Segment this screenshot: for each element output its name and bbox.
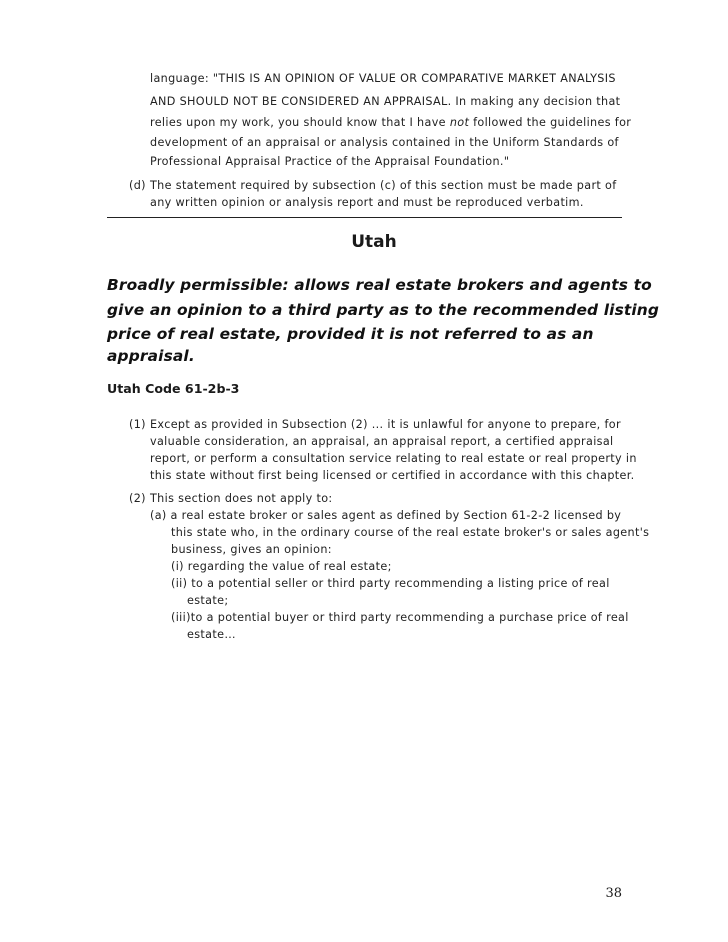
section-2-label: (2) [129, 492, 146, 505]
code-heading: Utah Code 61-2b-3 [107, 381, 240, 396]
section-1-line-1: Except as provided in Subsection (2) ... it is unlawful for anyone to prepare, for [150, 418, 621, 431]
summary-line-4: appraisal. [107, 347, 195, 365]
summary-line-1: Broadly permissible: allows real estate brokers and agents to [107, 276, 652, 294]
section-2a-item-iii-cont: estate… [187, 628, 236, 641]
quote-line-3-end: followed the guidelines for [469, 116, 632, 129]
page-number: 38 [605, 886, 622, 901]
summary-line-3: price of real estate, provided it is not referred to as an [107, 325, 594, 343]
section-d-line-2: any written opinion or analysis report and must be reproduced verbatim. [150, 196, 584, 209]
section-2a-line-2: this state who, in the ordinary course of the real estate broker's or sales agent's [171, 526, 650, 539]
section-divider [107, 217, 622, 218]
section-2a-item-iii: (iii)to a potential buyer or third party recommending a purchase price of real [171, 611, 629, 624]
section-d-label: (d) [129, 179, 146, 192]
quote-line-3-italic: not [449, 116, 470, 129]
section-1-label: (1) [129, 418, 146, 431]
quote-line-3 [150, 116, 631, 129]
section-1-line-4: this state without first being licensed or certified in accordance with this chapter. [150, 469, 635, 482]
section-d-line-1: The statement required by subsection (c) of this section must be made part of [150, 179, 617, 192]
section-2-line-1: This section does not apply to: [150, 492, 333, 505]
summary-line-2: give an opinion to a third party as to the recommended listing [107, 301, 660, 319]
quote-line-1: language: "THIS IS AN OPINION OF VALUE OR COMPARATIVE MARKET ANALYSIS [150, 72, 616, 85]
quote-line-4: development of an appraisal or analysis contained in the Uniform Standards of [150, 136, 619, 149]
quote-line-3-start: relies upon my work, you should know that I have [150, 116, 450, 129]
section-1-line-2: valuable consideration, an appraisal, an appraisal report, a certified appraisal [150, 435, 614, 448]
quote-line-5: Professional Appraisal Practice of the Appraisal Foundation." [150, 155, 510, 168]
state-heading [0, 232, 728, 252]
quote-line-2: AND SHOULD NOT BE CONSIDERED AN APPRAISAL. In making any decision that [150, 95, 621, 108]
section-2a-line-1: (a) a real estate broker or sales agent as defined by Section 61-2-2 licensed by [150, 509, 622, 522]
section-2a-item-ii: (ii) to a potential seller or third party recommending a listing price of real [171, 577, 610, 590]
section-2a-line-3: business, gives an opinion: [171, 543, 332, 556]
state-heading-text: Utah [351, 232, 397, 252]
section-2a-item-i: (i) regarding the value of real estate; [171, 560, 392, 573]
section-2a-item-ii-cont: estate; [187, 594, 229, 607]
section-1-line-3: report, or perform a consultation service relating to real estate or real property in [150, 452, 637, 465]
